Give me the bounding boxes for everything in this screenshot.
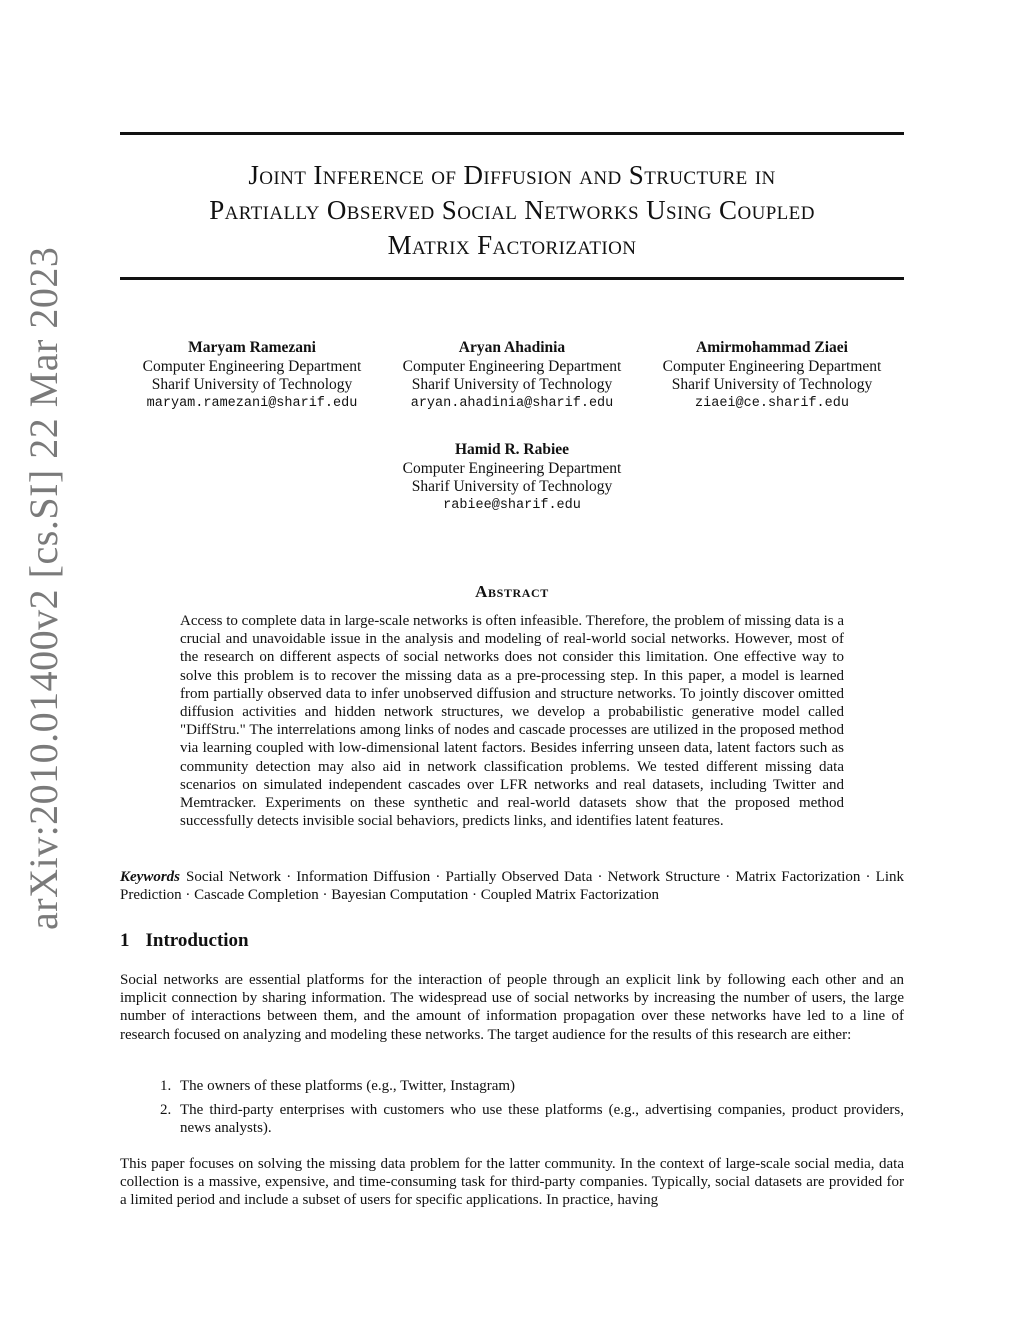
author-department: Computer Engineering Department	[402, 459, 622, 477]
author-email[interactable]: aryan.ahadinia@sharif.edu	[410, 395, 614, 411]
section-number: 1	[120, 930, 130, 951]
title-rule-bottom	[120, 277, 904, 280]
enumerated-list	[160, 1077, 904, 1144]
author-card	[654, 339, 890, 413]
title-line: Partially Observed Social Networks Using Coupled	[209, 195, 815, 225]
title-line: Matrix Factorization	[387, 230, 637, 260]
list-item	[160, 1101, 904, 1137]
author-department: Computer Engineering Department	[662, 357, 882, 375]
author-department: Computer Engineering Department	[142, 357, 362, 375]
list-item-text: The third-party enterprises with customers who use these platforms (e.g., advertising companies, product providers, news analysts).	[180, 1102, 904, 1137]
arxiv-identifier: arXiv:2010.01400v2 [cs.SI] 22 Mar 2023	[21, 246, 66, 930]
keywords	[120, 868, 904, 904]
list-item-text: The owners of these platforms (e.g., Twitter, Instagram)	[180, 1078, 516, 1094]
paper-title	[120, 158, 904, 263]
abstract-body: Access to complete data in large-scale networks is often infeasible. Therefore, the problem of missing data is a crucial and unavoidable issue in the analysis and modeling of real-world social networks. However, most of the research on different aspects of social networks does not consider this limitation. One effective way to solve this problem is to recover the missing data as a pre-processing step. In this paper, a model is learned from partially observed data to infer unobserved diffusion and structure networks. To jointly discover omitted diffusion activities and hidden network structures, we develop a probabilistic generative model called "DiffStru." The interrelations among links of nodes and cascade processes are utilized in the proposed method via learning coupled with low-dimensional latent factors. Besides inferring unseen data, latent factors such as community detection may also aid in network classification problems. We tested different missing data scenarios on simulated independent cascades over LFR networks and real datasets, including Twitter and Memtracker. Experiments on these synthetic and real-world datasets show that the proposed method successfully detects invisible social behaviors, predicts links, and identifies latent features.	[180, 613, 844, 830]
author-email[interactable]: rabiee@sharif.edu	[443, 497, 581, 513]
author-university: Sharif University of Technology	[671, 376, 873, 393]
author-email[interactable]: maryam.ramezani@sharif.edu	[146, 395, 358, 411]
author-name: Aryan Ahadinia	[458, 339, 566, 356]
author-university: Sharif University of Technology	[411, 376, 613, 393]
section-heading	[120, 930, 249, 952]
keywords-label: Keywords	[120, 869, 180, 885]
author-name: Amirmohammad Ziaei	[696, 339, 848, 356]
list-item-number: 1.	[160, 1078, 172, 1094]
author-card	[134, 339, 370, 413]
author-card	[394, 339, 630, 413]
intro-paragraph: Social networks are essential platforms for the interaction of people through an explicit link by following each other and an implicit connection by sharing information. The widespread use of social networks by increasing the number of users, the large number of interactions between them, and the amount of information propagation over these networks have led to a line of research focused on analyzing and modeling these networks. The target audience for the results of this research are either:	[120, 972, 904, 1043]
list-item	[160, 1077, 904, 1095]
author-university: Sharif University of Technology	[151, 376, 353, 393]
author-university: Sharif University of Technology	[411, 478, 613, 495]
intro-paragraph: This paper focuses on solving the missing data problem for the latter community. In the context of large-scale social media, data collection is a massive, expensive, and time-consuming task for third-party companies. Typically, social datasets are provided for a limited period and include a subset of users for specific applications. In practice, having	[120, 1156, 904, 1209]
title-rule-top	[120, 132, 904, 135]
author-department: Computer Engineering Department	[402, 357, 622, 375]
keywords-list: Social Network · Information Diffusion · Partially Observed Data · Network Structure · Matrix Factorization · Link Prediction · Cascade Completion · Bayesian Computation · Coupled Matrix Factorization	[120, 869, 904, 904]
title-line: Joint Inference of Diffusion and Structure in	[248, 160, 776, 190]
author-email[interactable]: ziaei@ce.sharif.edu	[695, 395, 849, 411]
author-name: Maryam Ramezani	[188, 339, 316, 356]
author-card	[394, 441, 630, 515]
list-item-number: 2.	[160, 1102, 172, 1119]
author-name: Hamid R. Rabiee	[454, 441, 570, 458]
abstract-heading: Abstract	[475, 582, 549, 601]
section-title: Introduction	[145, 930, 249, 951]
